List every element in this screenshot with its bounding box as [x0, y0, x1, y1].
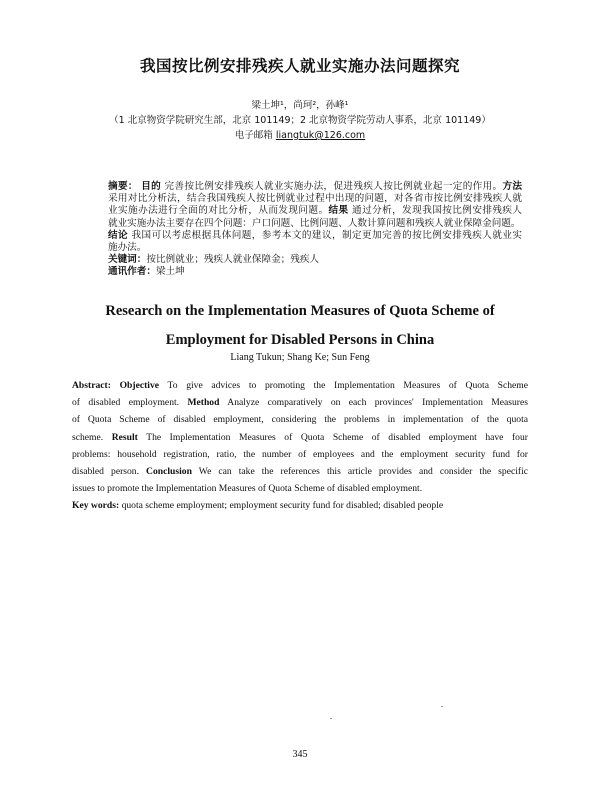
text-run: of disabled employment. [72, 397, 188, 409]
bold-label: 关键词： [108, 254, 147, 266]
text-run: quota scheme employment; employment security fund for disabled; disabled people [119, 500, 444, 512]
text-run: 就业实施办法主要存在四个问题：户口问题、比例问题、人数计算问题和残疾人就业保障金问题。 [108, 217, 521, 229]
abstract-line [108, 254, 522, 266]
text-run: issues to promote the Implementation Measures of Quota Scheme of disabled employment. [72, 483, 423, 495]
text-run: We can take the references this article provides and consider the specific [191, 465, 529, 477]
abstract-line [108, 193, 522, 205]
abstract-line [108, 181, 522, 193]
text-run: disabled person. [72, 465, 147, 477]
text-run: 梁土坤 [155, 266, 185, 278]
text-run: 业实施办法进行全面的对比分析，从而发现问题。 [108, 205, 329, 217]
bold-label: 结论 [108, 229, 129, 241]
text-run: 按比例就业；残疾人就业保障金；残疾人 [146, 254, 320, 266]
abstract-line [72, 446, 528, 463]
chinese-email-line [0, 129, 600, 142]
bold-label: Method [187, 397, 220, 409]
bold-label: Result [111, 431, 138, 443]
english-abstract [72, 377, 528, 515]
email-label: 电子邮箱 [234, 130, 273, 141]
text-run: 采用对比分析法，结合我国残疾人按比例就业过程中出现的问题，对各省市按比例安排残疾人就 [108, 193, 522, 205]
text-run: of Quota Scheme of disabled employment, considering the problems in implementation of the quota [72, 414, 528, 426]
text-run: 施办法。 [108, 241, 147, 253]
bold-label: Conclusion [146, 465, 192, 477]
abstract-line [72, 497, 528, 514]
bold-label: 结果 [328, 205, 349, 217]
email-link[interactable]: liangtuk@126.com [275, 130, 366, 141]
abstract-line [108, 242, 522, 254]
abstract-line [72, 377, 528, 394]
abstract-line [72, 429, 528, 446]
abstract-line [72, 411, 528, 428]
chinese-affiliation: （1 北京物资学院研究生部，北京 101149；2 北京物资学院劳动人事系，北京 101149） [109, 115, 491, 126]
abstract-line [72, 394, 528, 411]
english-authors: Liang Tukun; Shang Ke; Sun Feng [230, 352, 370, 363]
text-run: Analyze comparatively on each provinces' Implementation Measures [219, 397, 528, 409]
text-run: problems: household registration, ratio, the number of employees and the employment security fund for [72, 448, 528, 460]
abstract-line [108, 205, 522, 217]
abstract-line [108, 230, 522, 242]
text-run: The Implementation Measures of Quota Scheme of disabled employment have four [137, 431, 528, 443]
abstract-line [72, 463, 528, 480]
chinese-abstract [108, 181, 522, 279]
bold-label: Key words: [72, 500, 120, 512]
scan-speck [441, 706, 443, 707]
abstract-line [72, 480, 528, 497]
english-title-line-1: Research on the Implementation Measures of Quota Scheme of [105, 303, 495, 319]
chinese-title: 我国按比例安排残疾人就业实施办法问题探究 [139, 57, 460, 75]
english-title-line-2: Employment for Disabled Persons in China [165, 332, 435, 348]
chinese-authors: 梁土坤¹，尚珂²，孙峰¹ [251, 100, 349, 111]
bold-label: 方法 [502, 181, 523, 192]
page-number: 345 [292, 749, 308, 760]
bold-label: 目的 [141, 181, 162, 192]
text-run: scheme. [72, 431, 112, 443]
bold-label: 通讯作者： [108, 266, 156, 278]
text-run [111, 380, 120, 391]
bold-label: Abstract: [72, 380, 111, 391]
bold-label: 摘要： [108, 181, 138, 192]
scan-speck [330, 718, 332, 719]
bold-label: Objective [119, 380, 160, 391]
abstract-line [108, 266, 522, 278]
text-run: 我国可以考虑根据具体问题，参考本文的建议，制定更加完善的按比例安排残疾人就业实 [128, 229, 522, 241]
text-run: 通过分析，发现我国按比例安排残疾人 [348, 205, 523, 217]
text-run: To give advices to promoting the Implementation Measures of Quota Scheme [159, 380, 529, 391]
text-run: 完善按比例安排残疾人就业实施办法，促进残疾人按比例就业起一定的作用。 [161, 181, 503, 192]
abstract-line [108, 218, 522, 230]
